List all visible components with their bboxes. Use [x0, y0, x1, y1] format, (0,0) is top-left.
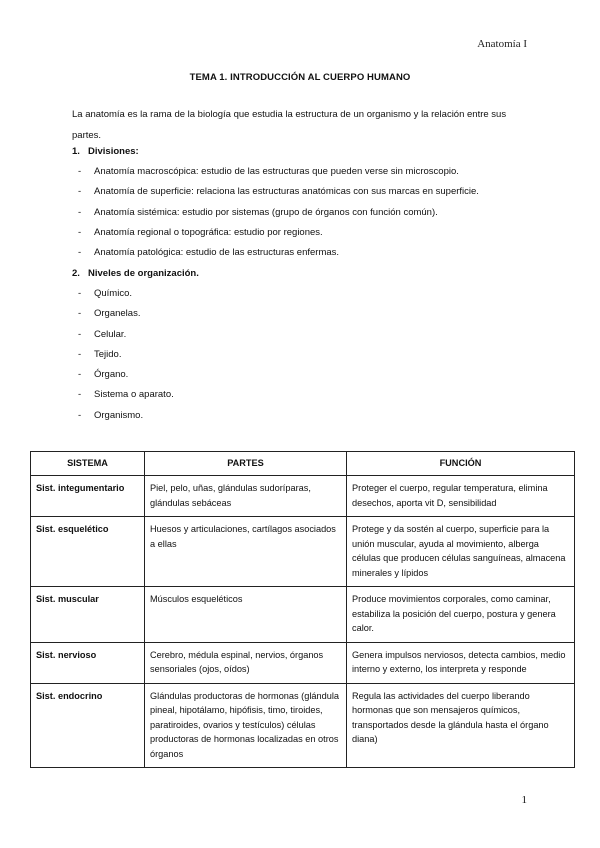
cell-funcion: Genera impulsos nerviosos, detecta cambios, medio interno y externo, los interpreta y responde — [347, 642, 575, 683]
cell-sistema: Sist. muscular — [31, 587, 145, 643]
list-item: - Organelas. — [78, 308, 141, 320]
cell-partes: Músculos esqueléticos — [145, 587, 347, 643]
cell-funcion: Protege y da sostén al cuerpo, superficie para la unión muscular, ayuda al movimiento, alberga células que producen células sanguíneas, almacena minerales y lípidos — [347, 517, 575, 587]
cell-sistema: Sist. endocrino — [31, 683, 145, 768]
cell-partes: Glándulas productoras de hormonas (glándula pineal, hipotálamo, hipófisis, timo, tiroides, paratiroides, ovarios y testículos) células productoras de hormonas localizadas en otros órganos — [145, 683, 347, 768]
list-item: - Anatomía de superficie: relaciona las estructuras anatómicas con sus marcas en superficie. — [78, 186, 479, 198]
page-title: TEMA 1. INTRODUCCIÓN AL CUERPO HUMANO — [189, 72, 411, 83]
table-row — [31, 683, 575, 768]
cell-sistema: Sist. esquelético — [31, 517, 145, 587]
section-title: Niveles de organización. — [88, 268, 199, 279]
list-item: - Anatomía macroscópica: estudio de las estructuras que pueden verse sin microscopio. — [78, 166, 459, 177]
list-item: - Tejido. — [78, 348, 122, 360]
section-niveles-heading — [72, 268, 199, 279]
column-header-sistema: SISTEMA — [31, 452, 145, 476]
cell-funcion: Produce movimientos corporales, como caminar, estabiliza la posición del cuerpo, postura y genera calor. — [347, 587, 575, 643]
column-header-partes: PARTES — [145, 452, 347, 476]
list-item: - Anatomía regional o topográfica: estudio por regiones. — [78, 226, 323, 238]
section-number: 1. — [72, 146, 80, 157]
niveles-list — [78, 284, 174, 426]
cell-funcion: Proteger el cuerpo, regular temperatura, elimina desechos, aporta vit D, sensibilidad — [347, 476, 575, 517]
table-header-row — [31, 452, 575, 476]
table-row — [31, 476, 575, 517]
intro-paragraph: La anatomía es la rama de la biología que estudia la estructura de un organismo y la relación entre sus partes. — [72, 109, 507, 141]
column-header-funcion: FUNCIÓN — [347, 452, 575, 476]
page-number: 1 — [521, 794, 527, 806]
systems-table — [30, 451, 575, 768]
cell-partes: Huesos y articulaciones, cartílagos asociados a ellas — [145, 517, 347, 587]
section-number: 2. — [72, 268, 80, 279]
section-title: Divisiones: — [88, 146, 139, 157]
list-item: - Anatomía patológica: estudio de las estructuras enfermas. — [78, 247, 340, 259]
cell-sistema: Sist. integumentario — [31, 476, 145, 517]
list-item: - Celular. — [78, 328, 127, 340]
page-header: Anatomía I — [477, 38, 527, 50]
table-row — [31, 642, 575, 683]
list-item: - Sistema o aparato. — [78, 389, 174, 401]
cell-partes: Piel, pelo, uñas, glándulas sudoríparas, glándulas sebáceas — [145, 476, 347, 517]
list-item: - Organismo. — [78, 409, 144, 421]
table-row — [31, 517, 575, 587]
divisiones-list — [78, 162, 479, 263]
cell-sistema: Sist. nervioso — [31, 642, 145, 683]
section-divisiones-heading — [72, 146, 139, 157]
table-row — [31, 587, 575, 643]
list-item: - Anatomía sistémica: estudio por sistemas (grupo de órganos con función común). — [78, 206, 438, 218]
cell-funcion: Regula las actividades del cuerpo liberando hormonas que son mensajeros químicos, transportados desde la glándula hasta el órgano diana) — [347, 683, 575, 768]
list-item: - Órgano. — [78, 369, 129, 381]
list-item: - Químico. — [78, 288, 133, 299]
cell-partes: Cerebro, médula espinal, nervios, órganos sensoriales (ojos, oídos) — [145, 642, 347, 683]
